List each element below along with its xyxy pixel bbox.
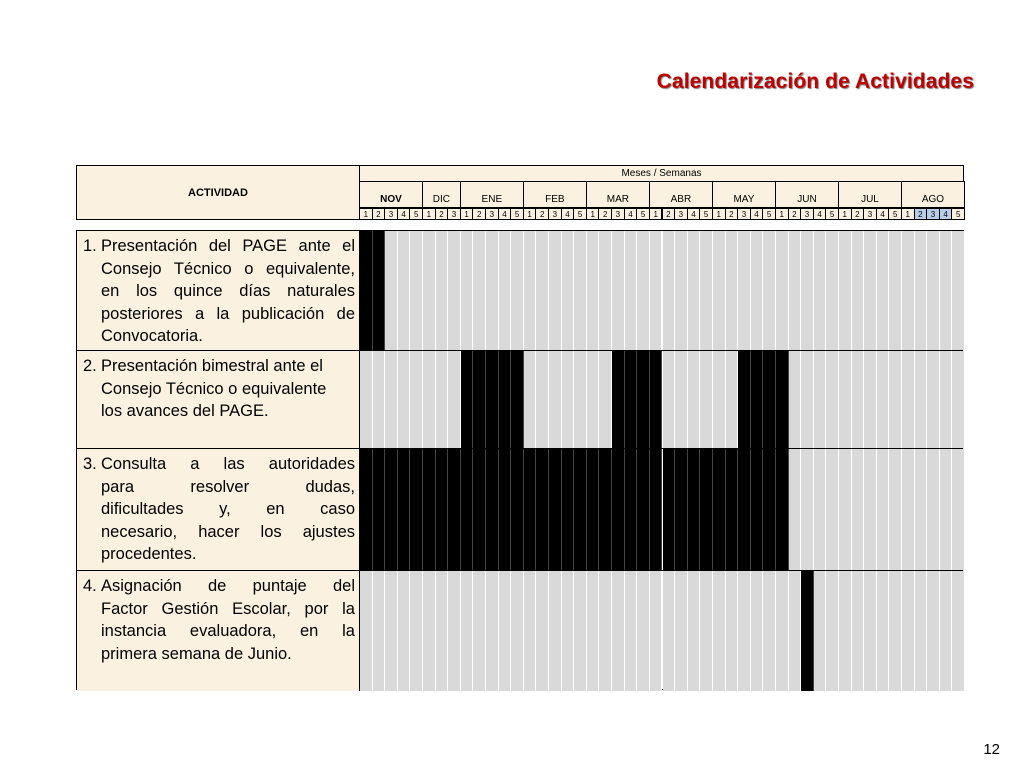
week-cell <box>940 449 953 571</box>
week-cell <box>915 351 928 449</box>
activity-text-line: los avances del PAGE. <box>101 402 269 420</box>
activity-text-line: Asignación de puntaje del <box>101 577 355 595</box>
activity-number: 1. <box>83 237 97 255</box>
week-cell <box>776 231 789 351</box>
week-label: 2 <box>535 208 549 220</box>
week-cell <box>625 571 638 691</box>
week-cell <box>461 231 474 351</box>
week-cell <box>373 351 386 449</box>
week-cell-active <box>448 449 461 571</box>
week-cell <box>599 571 612 691</box>
week-cell <box>763 231 776 351</box>
week-cell-active <box>524 449 537 571</box>
activity-number: 3. <box>83 455 97 473</box>
week-cell-active <box>436 449 449 571</box>
row-divider <box>360 570 963 571</box>
week-label: 3 <box>611 208 625 220</box>
week-cell <box>599 231 612 351</box>
activity-number: 4. <box>83 577 97 595</box>
week-label: 1 <box>838 208 852 220</box>
week-cell <box>663 571 676 691</box>
week-cell <box>826 351 839 449</box>
month-jul: JUL <box>838 181 902 208</box>
week-cell <box>436 571 449 691</box>
week-cell <box>852 571 865 691</box>
page-title: Calendarización de Actividades <box>656 70 974 93</box>
week-cell-active <box>625 351 638 449</box>
week-cell-active <box>726 449 739 571</box>
week-label: 5 <box>951 208 965 220</box>
week-label: 4 <box>687 208 701 220</box>
week-cell <box>952 449 965 571</box>
activity-text-line: Presentación del PAGE ante el <box>101 237 355 255</box>
week-cell <box>889 231 902 351</box>
month-feb: FEB <box>523 181 587 208</box>
activity-text-line: primera semana de Junio. <box>101 644 292 663</box>
week-cell <box>675 571 688 691</box>
week-cell <box>940 231 953 351</box>
week-cell-active <box>486 449 499 571</box>
week-cell <box>398 571 411 691</box>
week-label: 2 <box>372 208 386 220</box>
week-cell <box>524 571 537 691</box>
week-cell-active <box>801 571 814 691</box>
week-cell <box>398 231 411 351</box>
week-cell-active <box>373 231 386 351</box>
week-cell <box>675 351 688 449</box>
week-cell <box>877 351 890 449</box>
week-cell <box>486 571 499 691</box>
week-label: 3 <box>548 208 562 220</box>
week-cell <box>675 231 688 351</box>
week-label: 4 <box>498 208 512 220</box>
week-label: 1 <box>901 208 915 220</box>
week-label: 1 <box>712 208 726 220</box>
week-cell <box>473 571 486 691</box>
week-cell <box>713 351 726 449</box>
week-cell <box>448 351 461 449</box>
activity-text-line: procedentes. <box>101 545 197 563</box>
week-cell <box>700 231 713 351</box>
week-cell <box>536 351 549 449</box>
week-label: 1 <box>523 208 537 220</box>
week-cell <box>625 231 638 351</box>
week-label: 1 <box>422 208 436 220</box>
week-cell <box>436 351 449 449</box>
week-cell <box>461 571 474 691</box>
week-cell <box>864 449 877 571</box>
week-cell <box>574 231 587 351</box>
week-cell <box>889 351 902 449</box>
week-cell-active <box>776 449 789 571</box>
week-cell <box>423 351 436 449</box>
page-number: 12 <box>983 741 1000 758</box>
week-cell <box>952 571 965 691</box>
activity-1 <box>77 231 360 351</box>
week-cell-active <box>751 449 764 571</box>
week-cell-active <box>650 449 663 571</box>
activity-3 <box>77 449 360 571</box>
week-cell-active <box>423 449 436 571</box>
week-cell <box>927 571 940 691</box>
schedule-header <box>76 165 964 220</box>
months-header: Meses / Semanas <box>359 165 964 182</box>
week-label: 2 <box>435 208 449 220</box>
week-cell <box>713 231 726 351</box>
week-cell <box>927 351 940 449</box>
week-cell-active <box>587 449 600 571</box>
week-cell <box>713 571 726 691</box>
activity-text-line: para resolver dudas, <box>101 477 355 496</box>
week-cell-active <box>473 351 486 449</box>
activity-text-line: Factor Gestión Escolar, por la <box>101 599 355 618</box>
week-cell <box>688 231 701 351</box>
week-cell <box>448 571 461 691</box>
week-cell <box>726 351 739 449</box>
week-cell <box>726 231 739 351</box>
schedule-body <box>76 230 964 690</box>
week-label: 4 <box>813 208 827 220</box>
week-cell <box>927 231 940 351</box>
month-nov: NOV <box>359 181 423 208</box>
week-cell-active <box>751 351 764 449</box>
week-cell <box>410 571 423 691</box>
week-cell <box>814 231 827 351</box>
week-cell <box>423 231 436 351</box>
week-label: 2 <box>851 208 865 220</box>
week-cell <box>549 231 562 351</box>
week-label: 4 <box>397 208 411 220</box>
week-cell <box>889 449 902 571</box>
week-cell <box>776 571 789 691</box>
week-cell <box>852 449 865 571</box>
week-cell <box>373 571 386 691</box>
week-cell <box>902 571 915 691</box>
week-cell-active <box>398 449 411 571</box>
week-cell <box>789 351 802 449</box>
week-cell <box>410 351 423 449</box>
week-cell <box>612 231 625 351</box>
week-cell <box>826 449 839 571</box>
week-cell <box>524 231 537 351</box>
week-cell <box>587 351 600 449</box>
week-cell <box>385 231 398 351</box>
week-cell <box>650 571 663 691</box>
week-cell <box>663 231 676 351</box>
activity-text-line: Consejo Técnico o equivalente, <box>101 259 355 278</box>
week-cell <box>700 571 713 691</box>
week-cell <box>562 571 575 691</box>
week-cell <box>852 351 865 449</box>
week-cell <box>889 571 902 691</box>
week-cell <box>688 571 701 691</box>
week-label: 2 <box>914 208 928 220</box>
week-label: 3 <box>485 208 499 220</box>
week-cell <box>839 571 852 691</box>
week-cell <box>814 449 827 571</box>
activity-text-line: posteriores a la publicación de <box>101 304 355 323</box>
week-label: 1 <box>775 208 789 220</box>
week-label: 5 <box>825 208 839 220</box>
activity-text-line: Convocatoria. <box>101 327 203 345</box>
activity-4 <box>77 571 360 691</box>
week-cell-active <box>499 449 512 571</box>
week-cell <box>385 571 398 691</box>
activity-text-line: Consejo Técnico o equivalente <box>101 379 327 398</box>
week-cell <box>902 351 915 449</box>
week-cell <box>536 231 549 351</box>
activity-number: 2. <box>83 357 97 375</box>
week-label: 2 <box>725 208 739 220</box>
week-cell-active <box>738 351 751 449</box>
week-cell <box>801 231 814 351</box>
week-cell <box>789 571 802 691</box>
week-cell <box>473 231 486 351</box>
week-cell <box>952 231 965 351</box>
week-cell <box>927 449 940 571</box>
week-cell <box>952 351 965 449</box>
week-cell-active <box>549 449 562 571</box>
week-cell <box>814 571 827 691</box>
week-cell-active <box>763 449 776 571</box>
week-cell <box>637 571 650 691</box>
week-cell <box>738 231 751 351</box>
week-label: 5 <box>573 208 587 220</box>
week-cell <box>511 571 524 691</box>
week-label: 5 <box>409 208 423 220</box>
activity-text-line: necesario, hacer los ajustes <box>101 522 355 541</box>
week-cell <box>536 571 549 691</box>
week-cell-active <box>574 449 587 571</box>
week-cell-active <box>625 449 638 571</box>
week-label: 3 <box>863 208 877 220</box>
activity-2 <box>77 351 360 449</box>
week-cell <box>688 351 701 449</box>
week-cell <box>852 231 865 351</box>
week-cell <box>864 231 877 351</box>
week-label: 4 <box>939 208 953 220</box>
month-may: MAY <box>712 181 776 208</box>
week-cell <box>511 231 524 351</box>
week-cell-active <box>599 449 612 571</box>
week-cell <box>486 231 499 351</box>
week-cell-active <box>663 449 676 571</box>
week-label: 5 <box>888 208 902 220</box>
month-jun: JUN <box>775 181 839 208</box>
week-cell <box>751 571 764 691</box>
week-cell-active <box>612 449 625 571</box>
week-cell <box>864 571 877 691</box>
week-label: 4 <box>561 208 575 220</box>
activity-text <box>101 453 355 566</box>
week-cell <box>448 231 461 351</box>
week-cell-active <box>763 351 776 449</box>
week-cell <box>839 231 852 351</box>
activity-text-line: dificultades y, en caso <box>101 500 355 518</box>
week-cell <box>612 571 625 691</box>
week-label: 4 <box>876 208 890 220</box>
week-cell-active <box>700 449 713 571</box>
week-label: 3 <box>447 208 461 220</box>
week-cell <box>700 351 713 449</box>
week-label: 1 <box>586 208 600 220</box>
week-cell <box>940 351 953 449</box>
week-cell-active <box>637 351 650 449</box>
week-cell <box>826 571 839 691</box>
week-cell-active <box>650 351 663 449</box>
week-label: 1 <box>359 208 373 220</box>
week-cell <box>814 351 827 449</box>
week-cell-active <box>713 449 726 571</box>
week-cell <box>599 351 612 449</box>
week-cell-active <box>461 351 474 449</box>
week-cell <box>398 351 411 449</box>
week-cell <box>410 231 423 351</box>
week-cell <box>915 571 928 691</box>
week-label: 3 <box>926 208 940 220</box>
week-cell-active <box>385 449 398 571</box>
week-cell <box>549 571 562 691</box>
week-label: 5 <box>762 208 776 220</box>
week-cell <box>637 231 650 351</box>
week-cell <box>801 351 814 449</box>
week-cell-active <box>360 231 373 351</box>
week-cell <box>902 231 915 351</box>
activity-text-line: en los quince días naturales <box>101 282 355 300</box>
week-cell-active <box>688 449 701 571</box>
week-cell <box>915 449 928 571</box>
row-divider <box>360 350 963 351</box>
week-cell <box>360 571 373 691</box>
month-mar: MAR <box>586 181 650 208</box>
week-label: 1 <box>460 208 474 220</box>
activity-text <box>101 575 355 665</box>
week-cell <box>549 351 562 449</box>
week-cell-active <box>511 351 524 449</box>
week-cell-active <box>675 449 688 571</box>
week-cell <box>751 231 764 351</box>
activity-header: ACTIVIDAD <box>76 165 360 220</box>
week-label: 2 <box>472 208 486 220</box>
week-label: 4 <box>750 208 764 220</box>
week-cell <box>738 571 751 691</box>
week-cell-active <box>511 449 524 571</box>
week-cell <box>385 351 398 449</box>
week-cell-active <box>776 351 789 449</box>
week-cell <box>826 231 839 351</box>
activity-text <box>101 235 355 348</box>
week-cell <box>562 351 575 449</box>
week-cell <box>423 571 436 691</box>
week-label: 2 <box>788 208 802 220</box>
month-dic: DIC <box>422 181 461 208</box>
week-cell-active <box>373 449 386 571</box>
week-cell <box>574 351 587 449</box>
week-cell <box>940 571 953 691</box>
week-cell <box>789 449 802 571</box>
week-cell <box>360 351 373 449</box>
week-cell <box>839 351 852 449</box>
week-cell <box>524 351 537 449</box>
row-divider <box>360 448 963 449</box>
week-cell <box>877 231 890 351</box>
week-cell-active <box>612 351 625 449</box>
week-cell <box>839 449 852 571</box>
week-cell <box>436 231 449 351</box>
week-cell <box>574 571 587 691</box>
week-cell-active <box>473 449 486 571</box>
week-cell <box>499 571 512 691</box>
week-cell <box>650 231 663 351</box>
month-ago: AGO <box>901 181 965 208</box>
week-cell <box>663 351 676 449</box>
week-cell <box>499 231 512 351</box>
week-cell-active <box>562 449 575 571</box>
week-label: 3 <box>674 208 688 220</box>
week-cell-active <box>738 449 751 571</box>
week-label: 2 <box>598 208 612 220</box>
week-label: 5 <box>636 208 650 220</box>
week-cell <box>562 231 575 351</box>
week-label: 5 <box>699 208 713 220</box>
week-cell <box>763 571 776 691</box>
activity-text-line: Presentación bimestral ante el <box>101 357 323 375</box>
week-cell <box>864 351 877 449</box>
week-cell <box>726 571 739 691</box>
week-cell-active <box>360 449 373 571</box>
week-label: 5 <box>510 208 524 220</box>
activity-text-line: Consulta a las autoridades <box>101 455 355 473</box>
week-label: 3 <box>737 208 751 220</box>
week-cell-active <box>461 449 474 571</box>
week-cell <box>877 571 890 691</box>
week-cell <box>587 571 600 691</box>
week-cell-active <box>499 351 512 449</box>
week-cell <box>902 449 915 571</box>
week-label: 3 <box>384 208 398 220</box>
week-cell <box>587 231 600 351</box>
week-cell <box>877 449 890 571</box>
activity-text-line: instancia evaluadora, en la <box>101 622 355 640</box>
week-label: 4 <box>624 208 638 220</box>
week-label: 1 <box>649 208 663 220</box>
month-abr: ABR <box>649 181 713 208</box>
week-cell-active <box>410 449 423 571</box>
week-cell-active <box>536 449 549 571</box>
week-cell <box>915 231 928 351</box>
month-ene: ENE <box>460 181 524 208</box>
week-cell <box>801 449 814 571</box>
week-label: 2 <box>662 208 676 220</box>
week-cell-active <box>486 351 499 449</box>
week-label: 3 <box>800 208 814 220</box>
week-cell-active <box>637 449 650 571</box>
week-cell <box>789 231 802 351</box>
activity-text <box>101 355 355 423</box>
